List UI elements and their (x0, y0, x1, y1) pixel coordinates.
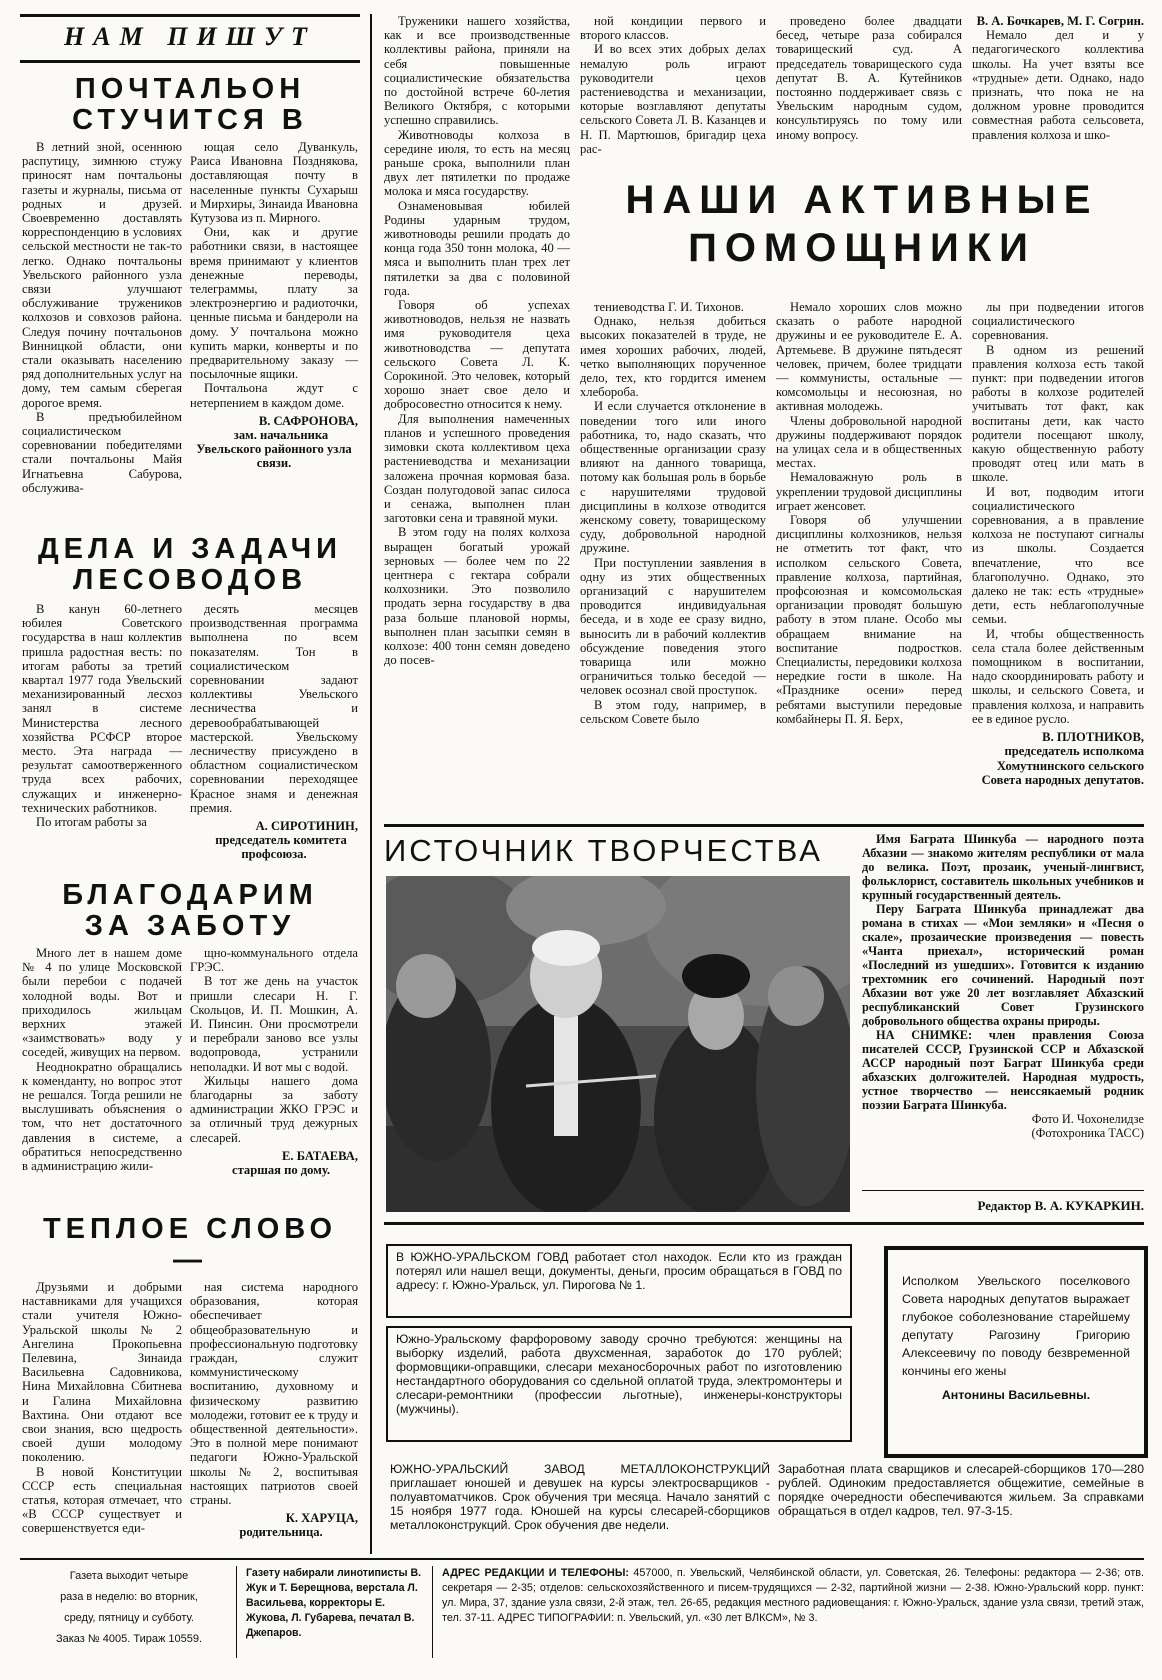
signature-title: зам. начальника Увельского районного узла связи. (196, 428, 352, 471)
footer-address: АДРЕС РЕДАКЦИИ И ТЕЛЕФОНЫ: 457000, п. Увельский, Челябинской области, ул. Советская, 26. Телефоны: редактора — 2-36; отв. секретаря — 2-35; отделов: сельскохозяйственного и писем-трудящихся — 2-32, партийной жизни — 2-38. Южно-Уральский корр. пункт: ул. Мира, 37, здание узла связи, 2-й этаж, тел. 26-65, редакция местного радиовещания: г. Южно-Уральск, здание узла связи, третий этаж, тел. 37-11. АДРЕС ТИПОГРАФИИ: п. Увельский, ул. «30 лет ВЛКСМ», № 3. (442, 1567, 1144, 1624)
signature: К. ХАРУЦА, (285, 1511, 358, 1526)
ad-porcelain-plant: Южно-Уральскому фарфоровому заводу срочно требуются: женщины на выборку изделий, работа двухсменная, заработок до 170 рублей; формовщики-оправщики, слесари механосборочных работ по изготовлению нестандартного оборудования со сдельной оплатой труда, электромонтеры и слесари-ремонтники (профессии льготные), инженеры-конструкторы (мужчины). (386, 1326, 852, 1442)
article-thanks-col2: щно-коммунального отдела ГРЭС. В тот же день на участок пришли слесари Н. Г. Скольцов, И. П. Мошкин, А. И. Пинсин. Они просмотрели и перебрали заново все узлы водопровода, устранили неполадки. И вот мы с водой. Жильцы нашего дома благодарны за заботу администрации ЖКО ГРЭС и за отличный труд дежурных слесарей. Е. БАТАЕВА, старшая по дому. (190, 946, 358, 1178)
signature: В. ПЛОТНИКОВ, (1042, 730, 1144, 745)
photo-illustration (386, 876, 850, 1212)
article-postman-title: ПОЧТАЛЬОН СТУЧИТСЯ В (72, 74, 308, 136)
column-divider (370, 14, 372, 1554)
article-postman-col1: В летний зной, осеннюю распутицу, зимнюю стужу приносят нам почтальоны газеты и журналы, письма от родных и друзей. Своевременно доставлять корреспонденцию в условиях сельской местности не так-то легко. Однако почтальоны Увельского районного узла связи улучшают обслуживание тружеников колхозов и совхозов района. Следуя почину почтальонов Винницкой области, они стали оказывать населению ряд дополнительных услуг на дому, тем самым сберегая дорогое время. В предъюбилейном социалистическом соревновании победителями стали почтальоны Майя Игнатьевна Сабурова, обслужива- (22, 140, 182, 495)
article-teacher-col1: Друзьями и добрыми наставниками для учащихся стали учителя Южно-Уральской школы № 2 Ангелина Прокопьевна Пелевина, Зинаида Васильевна Садовникова, Нина Михайловна Сбитнева и Галина Михайловна Вахтина. Они отдают все свои знания, всю щедрость своей души молодому поколению. В новой Конституции СССР есть специальная статья, которая отмечает, что «В СССР существует и совершенствуется еди- (22, 1280, 182, 1536)
footer-divider-2 (432, 1566, 433, 1658)
ad-metal-plant-col2: Заработная плата сварщиков и слесарей-сборщиков 170—280 рублей. Одиноким предоставляется общежитие, семейные в порядке очередности обеспечиваются жильем. За справками обращаться в отдел кадров, тел. 97-3-15. (778, 1462, 1144, 1518)
condolence-box (884, 1246, 1148, 1458)
editor-rule (862, 1190, 1144, 1191)
signature-title: старшая по дому. (231, 1163, 330, 1178)
article-helpers-col2-top: ной кондиции первого и второго классов. И во всех этих добрых делах немалую роль играют руководители цехов растениеводства и механизации, которые возглавляют депутаты сельского Совета Л. В. Казанцев и Н. П. Мартюшов, бригадир цеха рас- (580, 14, 766, 156)
article-thanks-col1: Много лет в нашем доме № 4 по улице Московской были перебои с подачей холодной воды. Вот и приходилось жильцам верхних этажей «заимствовать» воду у соседей, живущих на первом. Неоднократно обращались к коменданту, но вопрос этот не решался. Тогда решили не выслушивать объяснения о том, что нет достаточного давления в системе, а обратиться непосредственно в администрацию жили- (22, 946, 182, 1174)
signature: А. СИРОТИНИН, (255, 819, 358, 834)
masthead: НАМ ПИШУТ (64, 22, 316, 51)
article-helpers-col2: тениеводства Г. И. Тихонов. Однако, нельзя добиться высоких показателей в труде, не имея хороших рабочих, людей, четко выполняющих порученное дело, тех, кто гордится именем хлебороба. И если случается отклонение в поведении того или иного работника, то, надо сказать, что общественные организации сразу влияют на данного товарища, потому как большая роль в борьбе с нарушителями трудовой дисциплины в колхозе отводится женскому совету, товарищескому суду, добровольной народной дружине. При поступлении заявления в одну из этих общественных организаций с нарушителем проводится индивидуальная беседа, и в ходе ее сразу видно, выносить ли в рабочий коллектив обсуждение поведения этого товарища или можно ограничиться только беседой — человек осознал свой проступок. В этом году, например, в сельском Совете было (580, 300, 766, 726)
article-helpers-col3-top: проведено более двадцати бесед, четыре раза собирался товарищеский суд. А председатель товарищеского суда депутат В. А. Кутейников постоянно поддерживает связь с Увельским народным судом, консультируясь по тому или иному вопросу. (776, 14, 962, 142)
signature: Е. БАТАЕВА, (282, 1148, 358, 1163)
article-helpers-col3: Немало хороших слов можно сказать о работе народной дружины и ее руководителе Е. А. Артемьеве. В дружине пятьдесят человек, причем, более тридцати — коммунисты, остальные — комсомольцы и несоюзная, но активная молодежь. Члены добровольной народной дружины поддерживают порядок на улицах села и в общественных местах. Немаловажную роль в укреплении трудовой дисциплины играет женсовет. Говоря об улучшении дисциплины колхозников, нельзя не отметить тот факт, что исполком сельского Совета, правление колхоза, партийная, профсоюзная и комсомольская организации проводят большую работу в этом плане. Особо мы обращаем внимание на воспитание подростков. Специалисты, передовики колхоза нередкие гости в школе. На «Празднике осени» перед ребятами выступили передовые комбайнеры П. Я. Берх, (776, 300, 962, 726)
article-teacher-title: ТЕПЛОЕ СЛОВО — (42, 1214, 338, 1276)
signature-title: родительница. (239, 1525, 323, 1540)
masthead-rule (20, 60, 360, 63)
article-helpers-col4-top: В. А. Бочкарев, М. Г. Согрин. Немало дел и у педагогического коллектива школы. На учет взяты все «трудные» дети. Однако, надо признать, что пока не на должном уровне проводится совместная работа сельсовета, правления колхоза и шко- (972, 14, 1144, 142)
signature-title: председатель исполкома Хомутнинского сельского Совета народных депутатов. (981, 744, 1144, 787)
article-thanks-title: БЛАГОДАРИМ ЗА ЗАБОТУ (62, 880, 318, 942)
ads-rule (384, 1222, 1144, 1225)
signature: В. САФРОНОВА, (258, 413, 358, 428)
footer-staff: Газету набирали линотиписты В. Жук и Т. Берещнова, верстала Л. Васильева, корректоры Е. Жукова, Л. Губарева, печатал В. Джепаров. (246, 1567, 422, 1639)
article-forestry-col2: десять месяцев производственная программа выполнена по всем показателям. Тон в социалистическом соревновании задают коллективы Увельского лесничества и деревообрабатывающей мастерской. Увельскому лесничеству присуждено в областном социалистическом соревновании переходящее Красное знамя и денежная премия. А. СИРОТИНИН, председатель комитета профсоюза. (190, 602, 358, 862)
ad-metal-plant-col1: ЮЖНО-УРАЛЬСКИЙ ЗАВОД МЕТАЛЛОКОНСТРУКЦИЙ приглашает юношей и девушек на курсы электросварщиков - полуавтоматчиков. Срок обучения три месяца. Начало занятий с 15 ноября 1977 года. Юношей на курсы слесарей-сборщиков металлоконструкций. Срок обучения две недели. (390, 1462, 770, 1532)
top-rule (20, 14, 360, 17)
article-source-title: ИСТОЧНИК ТВОРЧЕСТВА (384, 833, 823, 868)
article-forestry-title: ДЕЛА И ЗАДАЧИ ЛЕСОВОДОВ (37, 534, 343, 596)
condolence-text: Исполком Увельского поселкового Совета народных депутатов выражает глубокое соболезнование старейшему депутату Рагозину Григорию Алексеевичу по поводу безвременной кончины его жены Антонины Васильевны. (902, 1274, 1130, 1402)
editor-line: Редактор В. А. КУКАРКИН. (977, 1198, 1144, 1213)
photo-poet-with-elders (386, 876, 850, 1212)
condolence-name: Антонины Васильевны. (941, 1388, 1091, 1402)
section-rule (384, 824, 1144, 827)
article-helpers-col4: лы при подведении итогов социалистического соревнования. В одном из решений правления колхоза есть такой пункт: при подведении итогов работы в колхозе родителей учитывать тот факт, как воспитаны дети, как часто родители посещают школу, какую общественную работу проводят отец или мать в школе. И вот, подводим итоги социалистического соревнования, а в правление колхоза не поступают сигналы из школы. Создается впечатление, что все благополучно. Однако, это далеко не так: есть «трудные» дети, есть неблагополучные семьи. И, чтобы общественность села стала более действенным помощником в воспитании, надо скоординировать работу и школы, и сельского Совета, и правления колхоза, и направить ее в единое русло. В. ПЛОТНИКОВ, председатель исполкома Хомутнинского сельского Совета народных депутатов. (972, 300, 1144, 787)
article-helpers-col1: Труженики нашего хозяйства, как и все производственные коллективы района, приняли на себя повышенные социалистические обязательства по достойной встрече 60-летия Великого Октября, с которыми успешно справились. Животноводы колхоза в середине июля, то есть на месяц раньше срока, выполнили план двух лет пятилетки по продаже молока и мяса государству. Ознаменовывая юбилей Родины ударным трудом, животноводы решили продать до конца года 350 тонн молока, 40 — мяса и выполнить план трех лет пятилетки за два с половиной года. Говоря об успехах животноводов, нельзя не назвать имя руководителя цеха животноводства — депутата сельского Совета Л. К. Сорокиной. Это человек, который хорошо знает свое дело и добросовестно относится к нему. Для выполнения намеченных планов и успешного проведения зимовки скота коллективом цеха растениеводства и механизации заложена прочная кормовая база. Создан полугодовой запас силоса и сенажа, выполнен план заготовки сена и травяной муки. В этом году на полях колхоза выращен богатый урожай зерновых — более чем по 22 центнера с гектара собрали колхозники. Это позволило продать зерна государству в два раза больше плановой нормы, выполнен план засыпки семян в колхозе: 400 тонн семян доведено до посев- (384, 14, 570, 668)
article-source-text: Имя Баграта Шинкуба — народного поэта Абхазии — знакомо жителям республики от мала до велика. Поэт, прозаик, ученый-лингвист, фольклорист, составитель школьных учебников и крупный государственный деятель. Перу Баграта Шинкуба принадлежат два романа в стихах — «Мои земляки» и «Песня о скале», прозаические произведения — повесть «Чанта приехал», исторический роман «Последний из ушедших». Готовится к изданию трехтомник его сочинений. Народный поэт Абхазии вот уже 20 лет возглавляет Абхазский республиканский Совет Грузинского добровольного общества охраны природы. НА СНИМКЕ: член правления Союза писателей СССР, Грузинской ССР и Абхазской АССР народный поэт Баграт Шинкуба среди абхазских долгожителей. Народная мудрость, устное творчество — неиссякаемый родник поэзии Баграта Шинкуба. Фото И. Чохонелидзе (Фотохроника ТАСС) (862, 832, 1144, 1140)
article-postman-col2: ющая село Дуванкуль, Раиса Ивановна Позднякова, доставляющая почту в населенные пункты Сухарыш и Мирхиры, Зинаида Ивановна Кутузова из п. Мирного. Они, как и другие работники связи, в настоящее время принимают у клиентов денежные переводы, телеграммы, плату за электроэнергию и радиоточки, ценные письма и бандероли на дому. У почтальона можно купить марки, конверты и по предварительному заказу — посылочные ящики. Почтальона ждут с нетерпением в каждом доме. В. САФРОНОВА, зам. начальника Увельского районного узла связи. (190, 140, 358, 471)
article-helpers-title: НАШИ АКТИВНЫЕ ПОМОЩНИКИ (625, 178, 1099, 270)
footer-rule (20, 1558, 1144, 1560)
ad-lost-and-found: В ЮЖНО-УРАЛЬСКОМ ГОВД работает стол находок. Если кто из граждан потерял или нашел вещи, документы, деньги, просим обращаться в ГОВД по адресу: г. Южно-Уральск, ул. Пирогова № 1. (386, 1244, 852, 1318)
signature-title: председатель комитета профсоюза. (215, 833, 347, 862)
footer-schedule: Газета выходит четыре раза в неделю: во вторник, среду, пятницу и субботу. Заказ № 4005. Тираж 10559. (55, 1570, 203, 1645)
article-forestry-col1: В канун 60-летнего юбилея Советского государства в наш коллектив пришла радостная весть: по итогам работы за третий квартал 1977 года Увельский механизированный лесхоз занял в системе Министерства лесного хозяйства РСФСР второе место. Эта награда — результат самоотверженного труда всех рабочих, служащих и инженерно-технических работников. По итогам работы за (22, 602, 182, 830)
footer-divider-1 (236, 1566, 237, 1658)
article-teacher-col2: ная система народного образования, которая обеспечивает общеобразовательную и профессиональную подготовку граждан, служит коммунистическому воспитанию, духовному и физическому развитию молодежи, готовит ее к труду и общественной деятельности». Это в полной мере понимают педагоги Южно-Уральской школы № 2, воспитывая настоящих патриотов своей страны. К. ХАРУЦА, родительница. (190, 1280, 358, 1540)
